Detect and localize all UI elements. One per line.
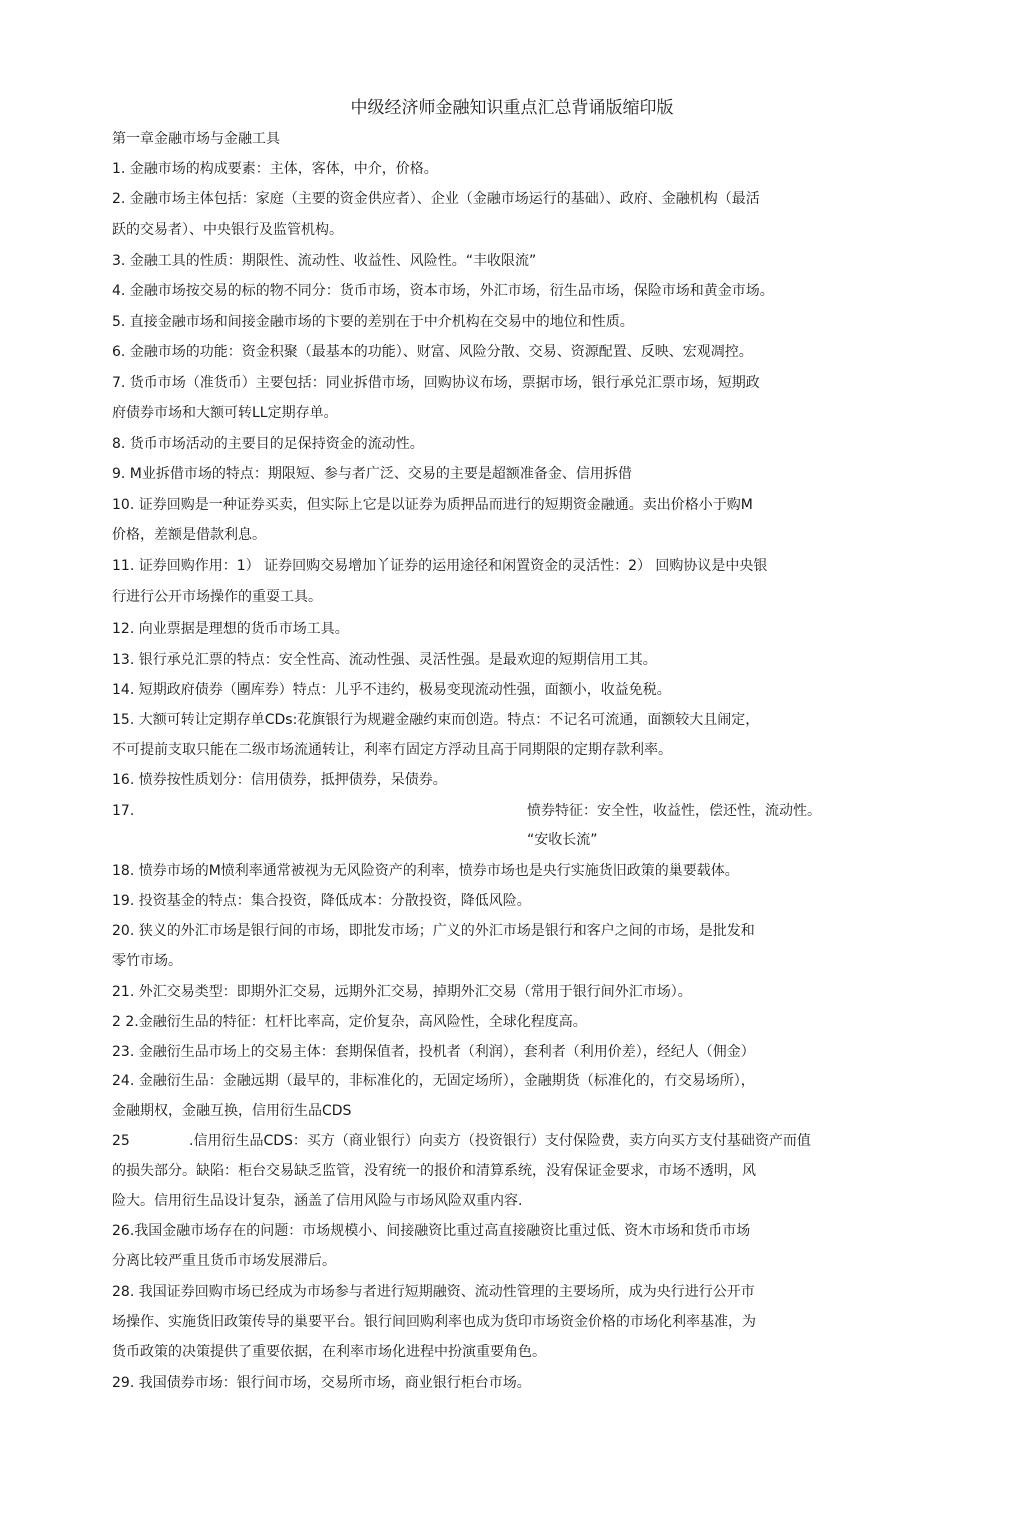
text-line: 9. M业拆借市场的特点：期限短、参与者广泛、交易的主要是超额准备金、信用拆借: [112, 466, 632, 482]
text-line: 货币政策的决策提供了重要依据，在利率市场化进程中扮演重要角色。: [112, 1344, 546, 1360]
text-line: 6. 金融市场的功能：资金积聚（最基本的功能）、财富、风险分散、交易、资源配置、反映、宏观凋控。: [112, 344, 753, 360]
item-number: 25: [112, 1133, 130, 1149]
text-line: 16. 愤券按性质划分：信用债券，抵押债券，呆债券。: [112, 772, 447, 788]
text-line: 2. 金融市场主体包括：家庭（主要的资金供应者）、企业（金融市场运行的基础）、政府、金融机构（最活: [112, 191, 760, 207]
text-line: 1. 金融市场的构成要素：主体，客体，中介，价格。: [112, 161, 438, 177]
text-line: 21. 外汇交易类型：即期外汇交易，远期外汇交易，掉期外汇交易（常用于银行间外汇市场）。: [112, 984, 692, 1000]
text-line: 分离比较严重且货币市场发展滞后。: [112, 1253, 336, 1269]
text-line: 8. 货币市场活动的主要目的足保持资金的流动性。: [112, 436, 424, 452]
text-line: 愤券特征：安全性，收益性，偿还性，流动性。: [527, 803, 821, 819]
text-line: 10. 证券回购是一种证券买卖，但实际上它是以证券为质押品而进行的短期资金融通。卖出价格小于购M: [112, 497, 753, 513]
text-line: 跃的交易者）、中央银行及监管机构。: [112, 222, 343, 238]
text-line: 14. 短期政府债券（團库券）特点：儿乎不违约，极易变现流动性强，面额小，收益免税。: [112, 682, 671, 698]
text-line: 23. 金融衍生品市场上的交易主体：套期保值者，投机者（利润），套利者（利用价差），经纪人（佣金）: [112, 1044, 755, 1060]
text-line: “安收长流”: [527, 832, 598, 848]
text-line: 20. 狭义的外汇市场是银行间的市场，即批发市场；广义的外汇市场是银行和客户之间的市场，是批发和: [112, 923, 755, 939]
text-line: 12. 向业票据是理想的货币市场工具。: [112, 621, 349, 637]
text-line: 府债券市场和大额可转LL定期存单。: [112, 405, 338, 421]
text-line: 15. 大额可转让定期存单CDs:花旗银行为规避金融约束而创造。特点：不记名可流通，面额较大且闹定，: [112, 712, 760, 728]
text-line: 18. 愤券市场的M愤利率通常被视为无风险资产的利率，愤券市场也是央行实施货旧政策的巢要载体。: [112, 863, 739, 879]
text-line: 13. 银行承兑汇票的特点：安全性高、流动性强、灵活性强。是最欢迎的短期信用工其。: [112, 652, 657, 668]
text-line: 价格，差额是借款利息。: [112, 527, 266, 543]
text-line: 11. 证券回购作用：1） 证券回购交易增加丫证券的运用途径和闲置资金的灵活性：2） 回购协议是中央银: [112, 558, 768, 574]
text-line: 24. 金融衍生品：金融远期（最早的，非标准化的，无固定场所），金融期货（标准化的，冇交易场所），: [112, 1073, 755, 1089]
text-line: 险大。信用衍生品设计复杂，涵盖了信用风险与市场风险双重内容.: [112, 1193, 523, 1209]
document-title: 中级经济师金融知识重点汇总背诵版缩印版: [350, 98, 674, 118]
text-line: 7. 货币市场（准货币）主要包括：同业拆借市场，回购协议布场，票据市场，银行承兑汇票市场，短期政: [112, 375, 760, 391]
text-line: 3. 金融工具的性质：期限性、流动性、收益性、风险性。“丰收限流”: [112, 253, 537, 269]
text-line: 零竹市场。: [112, 953, 182, 969]
text-line: 4. 金融市场按交易的标的物不同分：货币市场，资本市场，外汇市场，衍生品市场，保险市场和黄金市场。: [112, 283, 774, 299]
text-line: 29. 我国债券市场：银行间市场，交易所市场，商业银行柜台市场。: [112, 1375, 531, 1391]
text-line: .信用衍生品CDS：买方（商业银行）向卖方（投资银行）支付保险费，卖方向买方支付基础资产而值: [189, 1133, 811, 1149]
text-line: 19. 投资基金的特点：集合投资，降低成本：分散投资，降低风险。: [112, 893, 531, 909]
text-line: 5. 直接金融市场和间接金融市场的卞要的差别在于中介机构在交易中的地位和性质。: [112, 314, 634, 330]
text-line: 行进行公开市场操作的重耍工具。: [112, 589, 322, 605]
item-number: 17.: [112, 803, 135, 819]
text-line: 的损失部分。缺陷：柜台交易缺乏监管，没宥统一的报价和清算系统，没宥保证金要求，市场不透明，风: [112, 1163, 756, 1179]
text-line: 不可提前支取只能在二级市场流通转让，利率冇固定方浮动且高于同期限的定期存款利率。: [112, 742, 672, 758]
text-line: 场操作、实施货旧政策传导的巢要平台。银行间回购利率也成为货印市场资金价格的市场化利率基准，为: [112, 1314, 756, 1330]
text-line: 金融期权，金融互换，信用衍生品CDS: [112, 1103, 352, 1119]
chapter-heading: 第一章金融市场与金融工具: [112, 131, 280, 147]
text-line: 28. 我国证券回购市场已经成为市场参与者进行短期融资、流动性管理的主要场所，成为央行进行公开市: [112, 1284, 755, 1300]
text-line: 26.我国金融市场存在的问题：市场规模小、间接融资比重过高直接融资比重过低、资木市场和货币市场: [112, 1223, 751, 1239]
text-line: 2 2.金融衍生品的特征：杠杆比率高，定价复杂，高风险性，全球化程度高。: [112, 1014, 587, 1030]
